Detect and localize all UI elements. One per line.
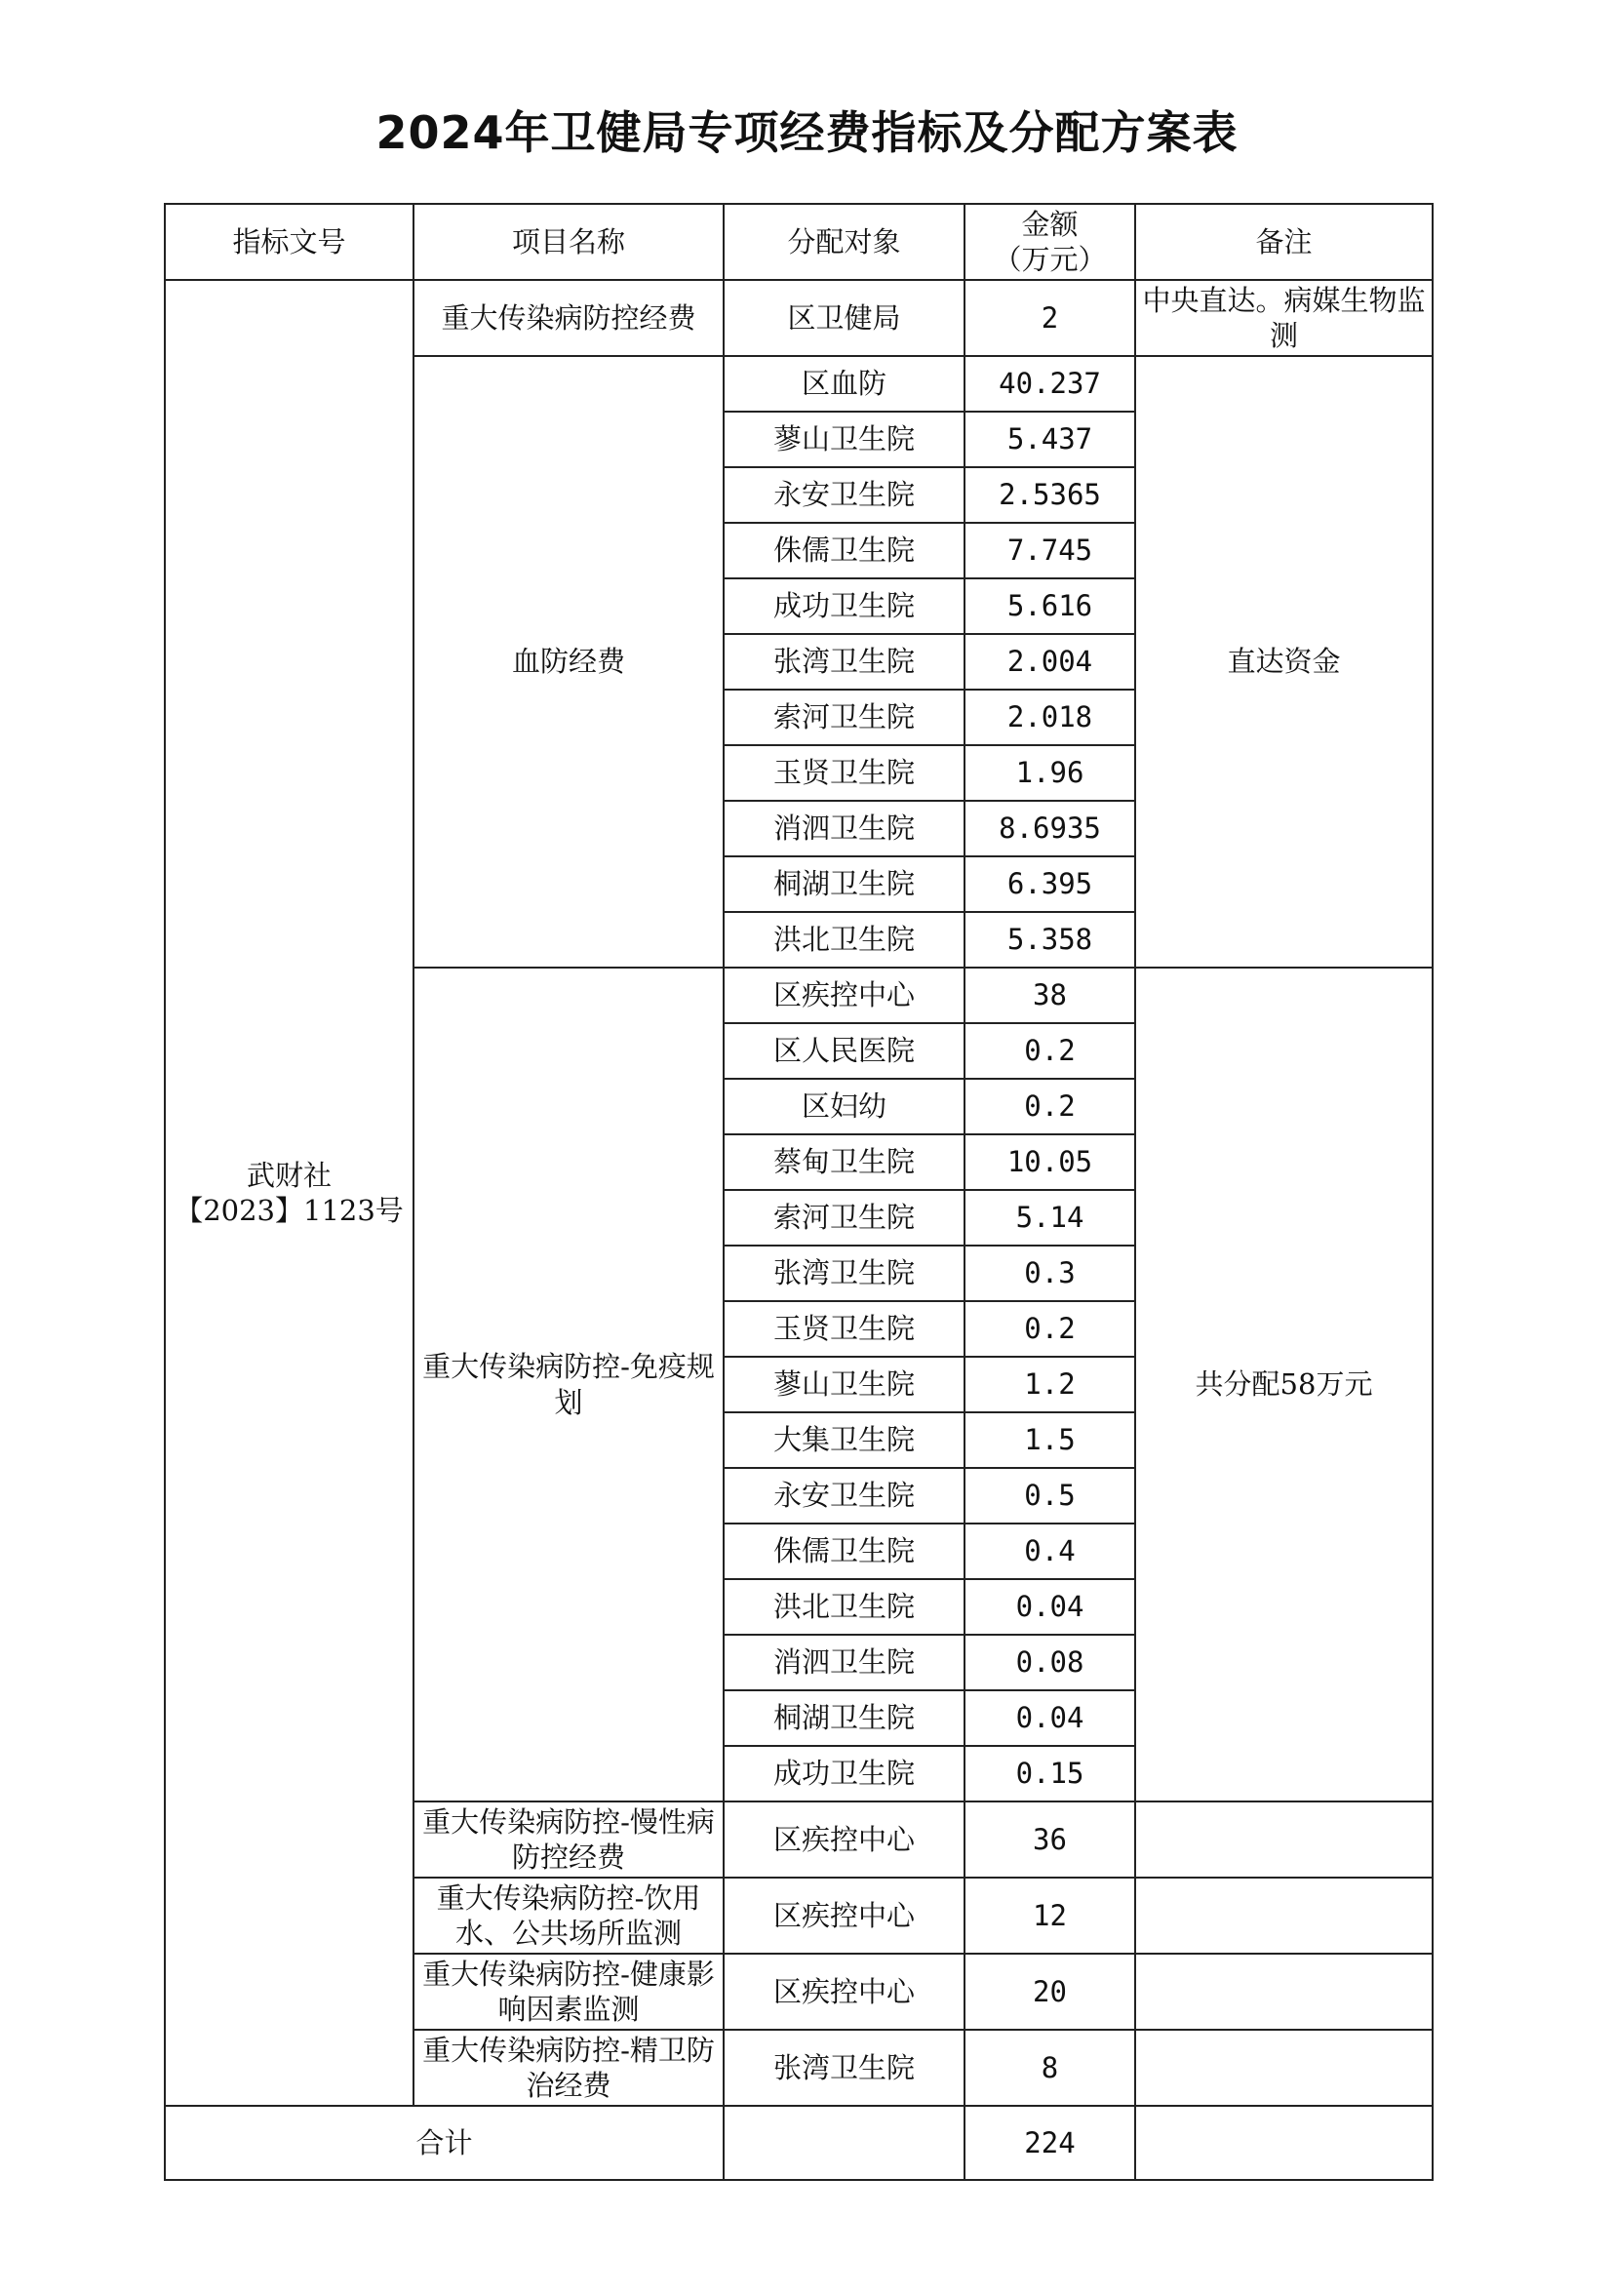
doc-no-cell: 武财社 【2023】1123号 (165, 280, 413, 2106)
project-cell: 重大传染病防控-精卫防治经费 (413, 2030, 724, 2106)
header-doc-no: 指标文号 (165, 204, 413, 280)
amount-cell: 8 (964, 2030, 1135, 2106)
project-cell: 重大传染病防控经费 (413, 280, 724, 356)
amount-cell: 10.05 (964, 1134, 1135, 1190)
target-cell: 区血防 (724, 356, 964, 412)
project-cell: 重大传染病防控-饮用水、公共场所监测 (413, 1878, 724, 1954)
project-cell: 重大传染病防控-免疫规划 (413, 968, 724, 1801)
remark-cell: 共分配58万元 (1135, 968, 1433, 1801)
amount-cell: 5.358 (964, 912, 1135, 968)
remark-cell: 直达资金 (1135, 356, 1433, 968)
amount-cell: 7.745 (964, 523, 1135, 578)
amount-cell: 20 (964, 1954, 1135, 2030)
amount-cell: 2 (964, 280, 1135, 356)
amount-cell: 0.08 (964, 1635, 1135, 1690)
header-row (165, 204, 1433, 280)
target-cell: 张湾卫生院 (724, 634, 964, 690)
header-amount: 金额 （万元） (964, 204, 1135, 280)
remark-cell: 中央直达。病媒生物监测 (1135, 280, 1433, 356)
target-cell: 洪北卫生院 (724, 912, 964, 968)
target-cell: 永安卫生院 (724, 467, 964, 523)
amount-cell: 8.6935 (964, 801, 1135, 856)
amount-cell: 5.14 (964, 1190, 1135, 1246)
target-cell: 区疾控中心 (724, 968, 964, 1023)
allocation-table (164, 203, 1434, 2181)
header-target: 分配对象 (724, 204, 964, 280)
amount-cell: 0.04 (964, 1690, 1135, 1746)
header-remark: 备注 (1135, 204, 1433, 280)
amount-cell: 1.5 (964, 1412, 1135, 1468)
amount-cell: 5.437 (964, 412, 1135, 467)
target-cell: 蔡甸卫生院 (724, 1134, 964, 1190)
page-title: 2024年卫健局专项经费指标及分配方案表 (375, 106, 1239, 159)
project-cell: 血防经费 (413, 356, 724, 968)
remark-cell (1135, 1878, 1433, 1954)
amount-cell: 2.5365 (964, 467, 1135, 523)
amount-cell: 0.5 (964, 1468, 1135, 1524)
amount-cell: 0.2 (964, 1301, 1135, 1357)
target-cell: 索河卫生院 (724, 1190, 964, 1246)
amount-cell: 0.2 (964, 1079, 1135, 1134)
header-project: 项目名称 (413, 204, 724, 280)
target-cell: 区疾控中心 (724, 1878, 964, 1954)
target-cell: 消泗卫生院 (724, 801, 964, 856)
target-cell: 区人民医院 (724, 1023, 964, 1079)
target-cell: 蓼山卫生院 (724, 1357, 964, 1412)
target-cell: 桐湖卫生院 (724, 1690, 964, 1746)
amount-cell: 1.96 (964, 745, 1135, 801)
target-cell: 区疾控中心 (724, 1801, 964, 1878)
target-cell: 侏儒卫生院 (724, 1524, 964, 1579)
target-cell: 消泗卫生院 (724, 1635, 964, 1690)
amount-cell: 40.237 (964, 356, 1135, 412)
target-cell: 蓼山卫生院 (724, 412, 964, 467)
total-label: 合计 (165, 2106, 724, 2180)
amount-cell: 2.004 (964, 634, 1135, 690)
target-cell: 侏儒卫生院 (724, 523, 964, 578)
target-cell: 玉贤卫生院 (724, 745, 964, 801)
remark-cell (1135, 2030, 1433, 2106)
target-cell: 永安卫生院 (724, 1468, 964, 1524)
table-row (165, 280, 1433, 356)
amount-cell: 0.2 (964, 1023, 1135, 1079)
project-cell: 重大传染病防控-慢性病防控经费 (413, 1801, 724, 1878)
target-cell: 洪北卫生院 (724, 1579, 964, 1635)
target-cell: 成功卫生院 (724, 578, 964, 634)
target-cell: 张湾卫生院 (724, 1246, 964, 1301)
amount-cell: 0.15 (964, 1746, 1135, 1801)
amount-cell: 0.3 (964, 1246, 1135, 1301)
target-cell: 大集卫生院 (724, 1412, 964, 1468)
amount-cell: 0.04 (964, 1579, 1135, 1635)
amount-cell: 1.2 (964, 1357, 1135, 1412)
target-cell: 索河卫生院 (724, 690, 964, 745)
remark-cell (1135, 1954, 1433, 2030)
amount-cell: 36 (964, 1801, 1135, 1878)
target-cell: 区疾控中心 (724, 1954, 964, 2030)
amount-cell: 6.395 (964, 856, 1135, 912)
target-cell: 区卫健局 (724, 280, 964, 356)
target-cell: 张湾卫生院 (724, 2030, 964, 2106)
total-amount: 224 (964, 2106, 1135, 2180)
amount-cell: 2.018 (964, 690, 1135, 745)
remark-cell (1135, 1801, 1433, 1878)
amount-cell: 38 (964, 968, 1135, 1023)
total-remark-cell (1135, 2106, 1433, 2180)
amount-cell: 5.616 (964, 578, 1135, 634)
target-cell: 区妇幼 (724, 1079, 964, 1134)
amount-cell: 0.4 (964, 1524, 1135, 1579)
total-target-cell (724, 2106, 964, 2180)
target-cell: 玉贤卫生院 (724, 1301, 964, 1357)
target-cell: 桐湖卫生院 (724, 856, 964, 912)
target-cell: 成功卫生院 (724, 1746, 964, 1801)
amount-cell: 12 (964, 1878, 1135, 1954)
total-row (165, 2106, 1433, 2180)
project-cell: 重大传染病防控-健康影响因素监测 (413, 1954, 724, 2030)
